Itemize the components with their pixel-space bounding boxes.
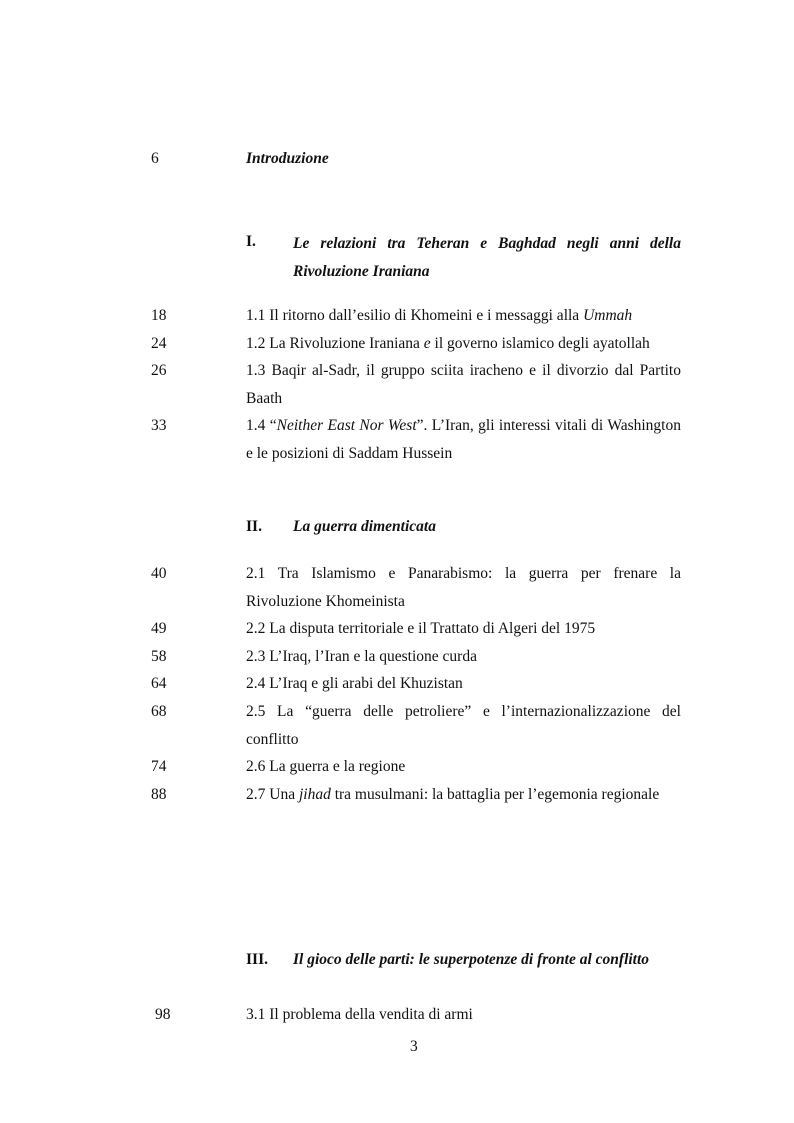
toc-page-1-3: 26 — [151, 362, 167, 379]
toc-entry-2-5: 2.5 La “guerra delle petroliere” e l’internazionalizzazione del conflitto — [246, 703, 681, 748]
toc-entry-3-1: 3.1 Il problema della vendita di armi — [246, 1006, 473, 1023]
intro-page-number: 6 — [151, 150, 159, 167]
chapter-3-roman: III. — [246, 951, 268, 968]
chapter-1-roman: I. — [246, 233, 256, 250]
toc-page-2-2: 49 — [151, 620, 167, 637]
toc-page-1-4: 33 — [151, 417, 167, 434]
toc-page-1-1: 18 — [151, 307, 167, 324]
toc-page-2-3: 58 — [151, 648, 167, 665]
toc-page-2-4: 64 — [151, 675, 167, 692]
chapter-2-roman: II. — [246, 518, 262, 535]
chapter-1-title: Le relazioni tra Teheran e Baghdad negli anni della Rivoluzione Iraniana — [293, 235, 681, 280]
toc-entry-2-6: 2.6 La guerra e la regione — [246, 758, 406, 775]
toc-entry-2-1: 2.1 Tra Islamismo e Panarabismo: la guerra per frenare la Rivoluzione Khomeinista — [246, 565, 681, 610]
toc-page-2-7: 88 — [151, 786, 167, 803]
toc-entry-1-1: 1.1 Il ritorno dall’esilio di Khomeini e i messaggi alla Ummah — [246, 307, 633, 324]
toc-entry-2-4: 2.4 L’Iraq e gli arabi del Khuzistan — [246, 675, 463, 692]
chapter-2-title: La guerra dimenticata — [293, 518, 436, 535]
toc-entry-2-7: 2.7 Una jihad tra musulmani: la battaglia per l’egemonia regionale — [246, 786, 660, 803]
toc-page-2-5: 68 — [151, 703, 167, 720]
chapter-3-title: Il gioco delle parti: le superpotenze di fronte al conflitto — [293, 951, 650, 968]
toc-entry-2-2: 2.2 La disputa territoriale e il Trattato di Algeri del 1975 — [246, 620, 596, 637]
toc-entry-1-2: 1.2 La Rivoluzione Iraniana e il governo islamico degli ayatollah — [246, 335, 650, 352]
toc-entry-2-3: 2.3 L’Iraq, l’Iran e la questione curda — [246, 648, 477, 665]
toc-entry-1-4: 1.4 “Neither East Nor West”. L’Iran, gli interessi vitali di Washington e le posizioni di Saddam Hussein — [246, 417, 681, 462]
intro-title: Introduzione — [246, 150, 329, 167]
toc-entry-1-3: 1.3 Baqir al-Sadr, il gruppo sciita iracheno e il divorzio dal Partito Baath — [246, 362, 681, 407]
toc-page-1-2: 24 — [151, 335, 167, 352]
toc-page-2-6: 74 — [151, 758, 167, 775]
page-number: 3 — [410, 1038, 418, 1055]
toc-page-3-1: 98 — [155, 1006, 171, 1023]
toc-page-2-1: 40 — [151, 565, 167, 582]
